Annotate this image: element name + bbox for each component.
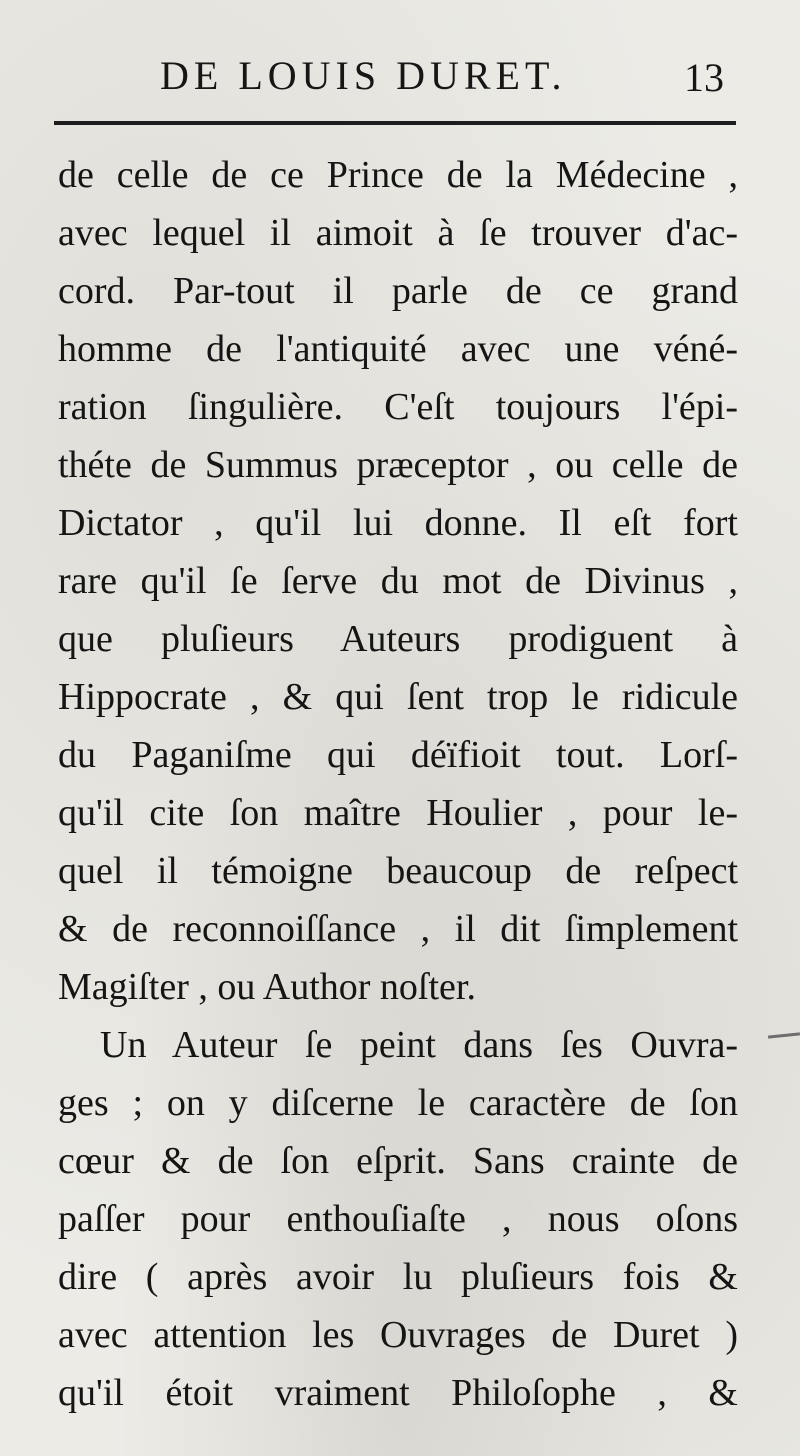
text-line: ration ſingulière. C'eſt toujours l'épi- — [58, 386, 738, 428]
text-line: & de reconnoiſſance , il dit ſimplement — [58, 908, 738, 950]
text-line: Hippocrate , & qui ſent trop le ridicule — [58, 676, 738, 718]
text-line: homme de l'antiquité avec une véné- — [58, 328, 738, 370]
text-line: cord. Par-tout il parle de ce grand — [58, 270, 738, 312]
text-line: de celle de ce Prince de la Médecine , — [58, 154, 738, 196]
text-line: que pluſieurs Auteurs prodiguent à — [58, 618, 738, 660]
paragraph-end-line: Magiſter , ou Author noſter. — [58, 966, 476, 1008]
text-line: avec attention les Ouvrages de Duret ) — [58, 1314, 738, 1356]
text-line: avec lequel il aimoit à ſe trouver d'ac- — [58, 212, 738, 254]
text-line: qu'il cite ſon maître Houlier , pour le- — [58, 792, 738, 834]
text-line: Dictator , qu'il lui donne. Il eſt fort — [58, 502, 738, 544]
text-line: qu'il étoit vraiment Philoſophe , & — [58, 1372, 738, 1414]
text-line: dire ( après avoir lu pluſieurs fois & — [58, 1256, 738, 1298]
body-text — [58, 146, 738, 1422]
text-line: quel il témoigne beaucoup de reſpect — [58, 850, 738, 892]
text-line: cœur & de ſon eſprit. Sans crainte de — [58, 1140, 738, 1182]
text-line: ges ; on y diſcerne le caractère de ſon — [58, 1082, 738, 1124]
page-number: 13 — [684, 55, 724, 100]
header-rule — [54, 121, 736, 125]
text-line: paſſer pour enthouſiaſte , nous oſons — [58, 1198, 738, 1240]
text-line: rare qu'il ſe ſerve du mot de Divinus , — [58, 560, 738, 602]
running-title: DE LOUIS DURET. — [160, 53, 567, 98]
margin-mark — [768, 1032, 800, 1038]
text-line: du Paganiſme qui déïfioit tout. Lorſ- — [58, 734, 738, 776]
text-line: théte de Summus præceptor , ou celle de — [58, 444, 738, 486]
paragraph-start-line: Un Auteur ſe peint dans ſes Ouvra- — [100, 1024, 738, 1066]
